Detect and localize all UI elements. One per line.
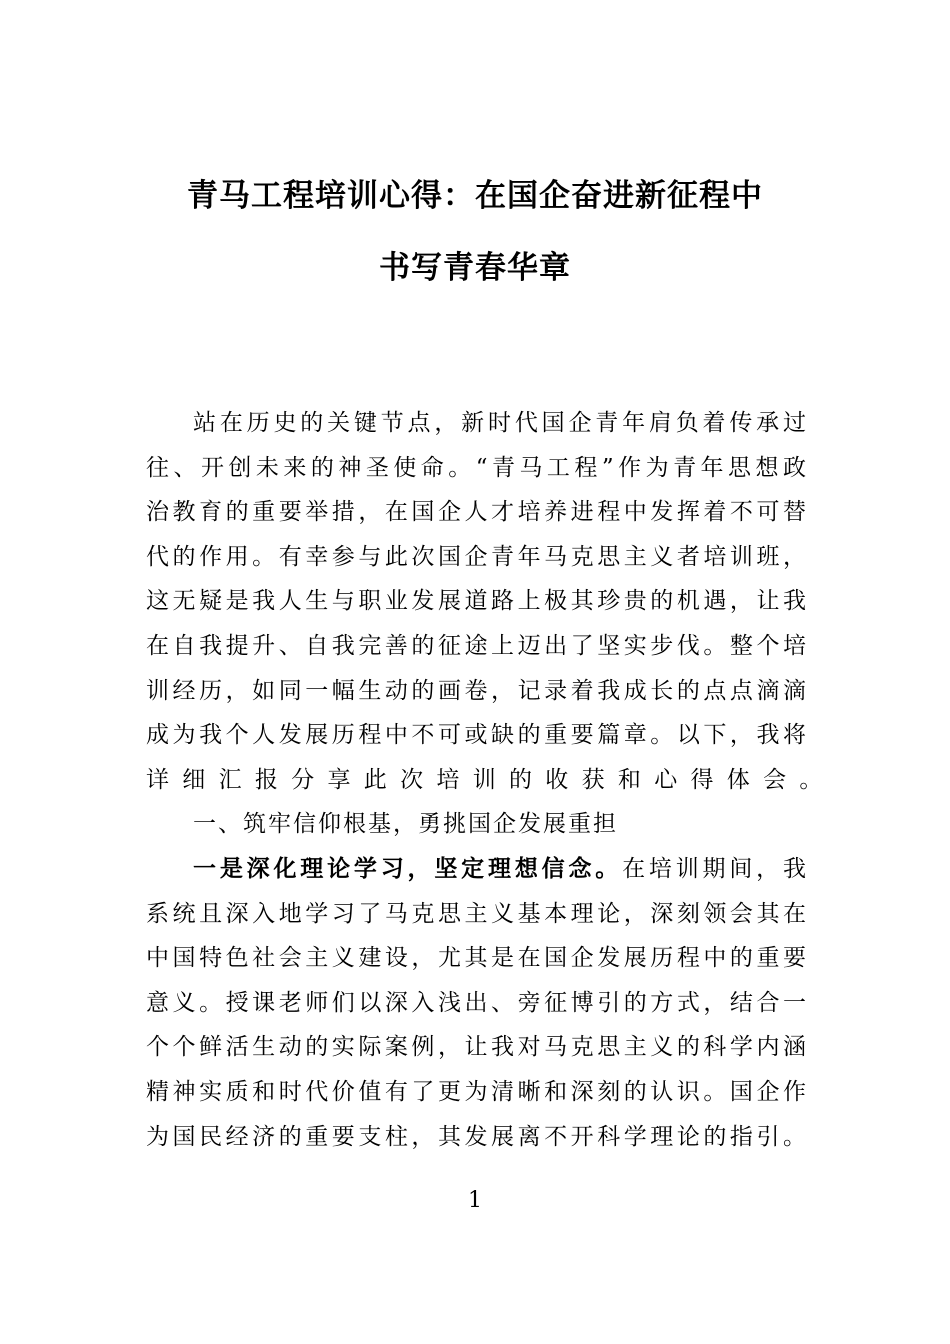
paragraph-line: 系统且深入地学习了马克思主义基本理论，深刻领会其在	[146, 900, 806, 927]
section-heading: 一、筑牢信仰根基，勇挑国企发展重担	[193, 811, 618, 838]
paragraph-line: 中国特色社会主义建设，尤其是在国企发展历程中的重要	[146, 945, 806, 972]
page-number: 1	[468, 1188, 482, 1213]
paragraph-line: 意义。授课老师们以深入浅出、旁征博引的方式，结合一	[146, 989, 806, 1016]
paragraph-line: 在自我提升、自我完善的征途上迈出了坚实步伐。整个培	[146, 632, 806, 659]
paragraph-line: 站在历史的关键节点，新时代国企青年肩负着传承过	[193, 410, 806, 436]
paragraph-line: 这无疑是我人生与职业发展道路上极其珍贵的机遇，让我	[146, 588, 806, 615]
document-title-line-2: 书写青春华章	[379, 250, 571, 286]
paragraph-line: 精神实质和时代价值有了更为清晰和深刻的认识。国企作	[146, 1078, 806, 1105]
paragraph-line: 个个鲜活生动的实际案例，让我对马克思主义的科学内涵	[146, 1034, 806, 1061]
paragraph-line: 为国民经济的重要支柱，其发展离不开科学理论的指引。	[146, 1123, 806, 1150]
paragraph-line: 详细汇报分享此次培训的收获和心得体会。	[146, 766, 836, 793]
document-title-line-1: 青马工程培训心得：在国企奋进新征程中	[187, 178, 763, 214]
paragraph-line: 成为我个人发展历程中不可或缺的重要篇章。以下，我将	[146, 722, 806, 749]
document-body	[146, 401, 836, 1159]
paragraph-line	[146, 847, 806, 892]
paragraph-line: 代的作用。有幸参与此次国企青年马克思主义者培训班，	[146, 543, 806, 570]
paragraph-line: 训经历，如同一幅生动的画卷，记录着我成长的点点滴滴	[146, 677, 806, 704]
paragraph-line: 治教育的重要举措，在国企人才培养进程中发挥着不可替	[146, 499, 806, 526]
paragraph-text: 在培训期间，我	[622, 855, 807, 882]
bold-lead: 一是深化理论学习，坚定理想信念。	[193, 854, 623, 882]
paragraph-line: 往、开创未来的神圣使命。“青马工程”作为青年思想政	[146, 454, 806, 481]
